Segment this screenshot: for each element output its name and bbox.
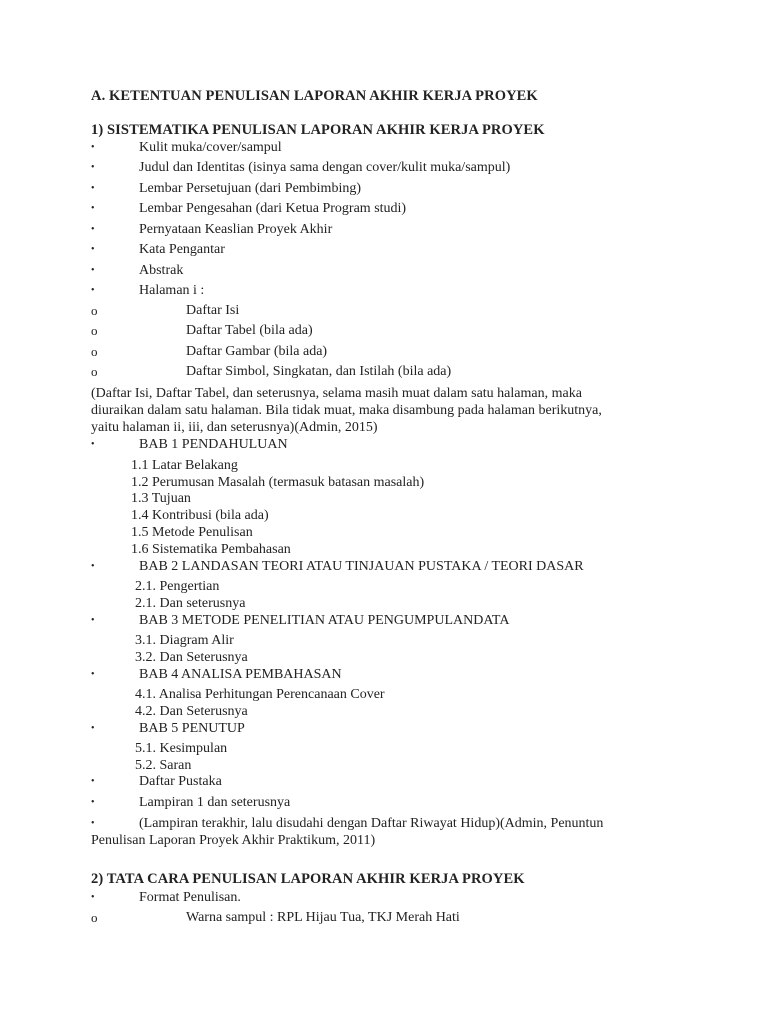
circle-bullet-icon: o bbox=[91, 364, 98, 379]
bab-sub-item: 5.1. Kesimpulan bbox=[135, 741, 228, 756]
bab-sub-item: 2.1. Dan seterusnya bbox=[135, 596, 246, 611]
bab-sub-item: 3.2. Dan Seterusnya bbox=[135, 650, 248, 665]
circle-bullet-icon: o bbox=[91, 303, 98, 318]
heading-a: A. KETENTUAN PENULISAN LAPORAN AKHIR KERJA PROYEK bbox=[91, 88, 538, 104]
bab4-title: BAB 4 ANALISA PEMBAHASAN bbox=[139, 667, 342, 682]
bullet-icon: • bbox=[91, 244, 95, 255]
bullet-icon: • bbox=[91, 224, 95, 235]
bullet-icon: • bbox=[91, 615, 95, 626]
note-line: (Daftar Isi, Daftar Tabel, dan seterusnya, selama masih muat dalam satu halaman, maka bbox=[91, 386, 582, 401]
bullet-icon: • bbox=[91, 776, 95, 787]
document-page: A. KETENTUAN PENULISAN LAPORAN AKHIR KERJA PROYEK 1) SISTEMATIKA PENULISAN LAPORAN AKHIR KERJA PROYEK • Kulit muka/cover/sampul • Judul dan Identitas (isinya sama dengan cover/kulit muka/sampul) • Lembar Persetujuan (dari Pembimbing) • Lembar Pengesahan (dari Ketua Program studi) • Pernyataan Keaslian Proyek Akhir • Kata Pengantar • Abstrak • Halaman i : o Daftar Isi o Daftar Tabel (bila ada) o Daftar Gambar (bila ada) o Daftar Simbol, Singkatan, dan Istilah (bila ada) (Daftar Isi, Daftar Tabel, dan seterusnya, selama masih muat dalam satu halaman, maka diuraikan dalam satu halaman. Bila tidak muat, maka disambung pada halaman berikutnya, yaitu halaman ii, iii, dan seterusnya)(Admin, 2015) • BAB 1 PENDAHULUAN 1.1 Latar Belakang 1.2 Perumusan Masalah (termasuk batasan masalah) 1.3 Tujuan 1.4 Kontribusi (bila ada) 1.5 Metode Penulisan 1.6 Sistematika Pembahasan • BAB 2 LANDASAN TEORI ATAU TINJAUAN PUSTAKA / TEORI DASAR 2.1. Pengertian 2.1. Dan seterusnya • BAB 3 METODE PENELITIAN ATAU PENGUMPULANDATA 3.1. Diagram Alir 3.2. Dan Seterusnya • BAB 4 ANALISA PEMBAHASAN 4.1. Analisa Perhitungan Perencanaan Cover 4.2. Dan Seterusnya • BAB 5 PENUTUP 5.1. Kesimpulan 5.2. Saran • Daftar Pustaka • Lampiran 1 dan seterusnya • (Lampiran terakhir, lalu disudahi dengan Daftar Riwayat Hidup)(Admin, Penuntun Penulisan Laporan Proyek Akhir Praktikum, 2011) 2) TATA CARA PENULISAN LAPORAN AKHIR KERJA PROYEK • Format Penulisan. o Warna sampul : RPL Hijau Tua, TKJ Merah Hati bbox=[91, 88, 604, 925]
section2-title: 2) TATA CARA PENULISAN LAPORAN AKHIR KERJA PROYEK bbox=[91, 871, 525, 887]
bullet-icon: • bbox=[91, 265, 95, 276]
bab-sub-item: 5.2. Saran bbox=[135, 758, 192, 773]
bullet-icon: • bbox=[91, 203, 95, 214]
bullet-icon: • bbox=[91, 892, 95, 903]
note-line: diuraikan dalam satu halaman. Bila tidak muat, maka disambung pada halaman berikutnya, bbox=[91, 403, 602, 418]
bullet-icon: • bbox=[91, 162, 95, 173]
bab3-title: BAB 3 METODE PENELITIAN ATAU PENGUMPULANDATA bbox=[139, 613, 510, 628]
closing-note-line: Penulisan Laporan Proyek Akhir Praktikum, 2011) bbox=[91, 833, 376, 848]
bab-sub-item: 1.5 Metode Penulisan bbox=[131, 525, 253, 540]
bab-sub-item: 1.6 Sistematika Pembahasan bbox=[131, 542, 291, 557]
bullet-icon: • bbox=[91, 818, 95, 829]
bab2-title: BAB 2 LANDASAN TEORI ATAU TINJAUAN PUSTAKA / TEORI DASAR bbox=[139, 559, 584, 574]
section1-title: 1) SISTEMATIKA PENULISAN LAPORAN AKHIR KERJA PROYEK bbox=[91, 122, 545, 138]
bullet-icon: • bbox=[91, 183, 95, 194]
bab-sub-item: 4.2. Dan Seterusnya bbox=[135, 704, 248, 719]
bab5-title: BAB 5 PENUTUP bbox=[139, 721, 245, 736]
bullet-icon: • bbox=[91, 439, 95, 450]
bab-sub-item: 2.1. Pengertian bbox=[135, 579, 220, 594]
bullet-icon: • bbox=[91, 561, 95, 572]
bab1-title: BAB 1 PENDAHULUAN bbox=[139, 437, 288, 452]
circle-bullet-icon: o bbox=[91, 323, 98, 338]
bullet-icon: • bbox=[91, 142, 95, 153]
bab-sub-item: 1.2 Perumusan Masalah (termasuk batasan masalah) bbox=[131, 475, 425, 490]
bab-sub-item: 1.4 Kontribusi (bila ada) bbox=[131, 508, 269, 523]
circle-bullet-icon: o bbox=[91, 910, 98, 925]
bab-sub-item: 1.1 Latar Belakang bbox=[131, 458, 238, 473]
bab-sub-item: 1.3 Tujuan bbox=[131, 491, 191, 506]
bullet-icon: • bbox=[91, 797, 95, 808]
bullet-icon: • bbox=[91, 669, 95, 680]
note-line: yaitu halaman ii, iii, dan seterusnya)(Admin, 2015) bbox=[91, 420, 378, 435]
circle-bullet-icon: o bbox=[91, 344, 98, 359]
bullet-icon: • bbox=[91, 285, 95, 296]
bab-sub-item: 3.1. Diagram Alir bbox=[135, 633, 234, 648]
bullet-icon: • bbox=[91, 723, 95, 734]
bab-sub-item: 4.1. Analisa Perhitungan Perencanaan Cover bbox=[135, 687, 385, 702]
